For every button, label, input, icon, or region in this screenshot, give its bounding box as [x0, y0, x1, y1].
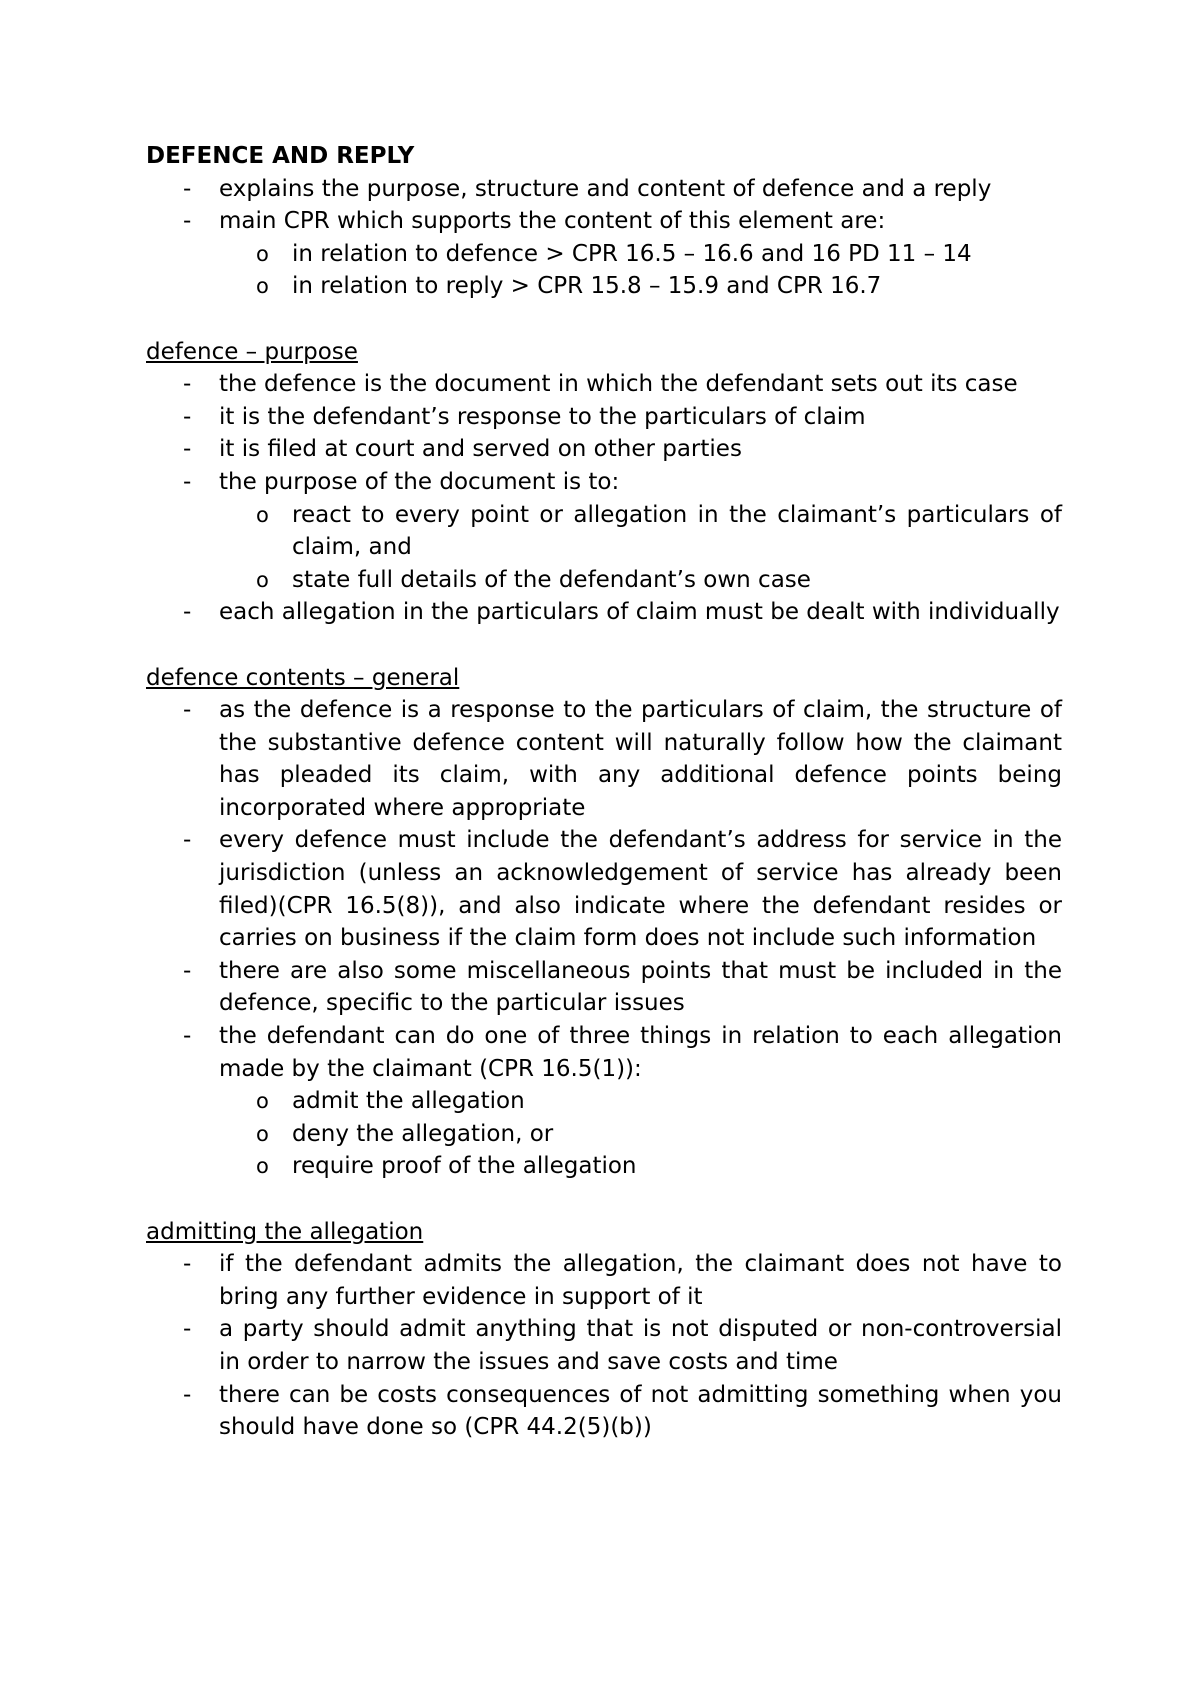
- dash-bullet: -: [183, 1316, 192, 1343]
- dash-bullet: -: [183, 697, 192, 724]
- list-item: - there can be costs consequences of not admitting something when you should have done so (CPR 44.2(5)(b)): [146, 1379, 1062, 1444]
- sub-list-item: o in relation to reply > CPR 15.8 – 15.9 and CPR 16.7: [146, 270, 1062, 303]
- list-item: - it is filed at court and served on other parties: [146, 433, 1062, 466]
- document-page: [146, 140, 1062, 1444]
- sub-list-item: o deny the allegation, or: [146, 1118, 1062, 1151]
- list-item: - the defendant can do one of three things in relation to each allegation made by the claimant (CPR 16.5(1)):: [146, 1020, 1062, 1085]
- sub-list-item: o require proof of the allegation: [146, 1150, 1062, 1183]
- list-item: - main CPR which supports the content of this element are:: [146, 205, 1062, 238]
- dash-bullet: -: [183, 208, 192, 235]
- circle-bullet: o: [256, 241, 269, 266]
- contents-list: [146, 694, 1062, 1183]
- sub-list-item: o admit the allegation: [146, 1085, 1062, 1118]
- circle-bullet: o: [256, 502, 269, 527]
- list-item: - every defence must include the defendant’s address for service in the jurisdiction (unless an acknowledgement of service has already been filed)(CPR 16.5(8)), and also indicate where the defendant resides or carries on business if the claim form does not include such information: [146, 824, 1062, 954]
- list-item: - there are also some miscellaneous points that must be included in the defence, specific to the particular issues: [146, 955, 1062, 1020]
- list-item: - as the defence is a response to the particulars of claim, the structure of the substantive defence content will naturally follow how the claimant has pleaded its claim, with any additional defence points being incorporated where appropriate: [146, 694, 1062, 824]
- dash-bullet: -: [183, 436, 192, 463]
- dash-bullet: -: [183, 957, 192, 984]
- section-heading-purpose: defence – purpose: [146, 338, 358, 365]
- purpose-list: [146, 368, 1062, 629]
- circle-bullet: o: [256, 1154, 269, 1179]
- circle-bullet: o: [256, 567, 269, 592]
- list-item: - the purpose of the document is to:: [146, 466, 1062, 499]
- circle-bullet: o: [256, 1121, 269, 1146]
- section-heading-admitting: admitting the allegation: [146, 1218, 424, 1245]
- list-item: - the defence is the document in which the defendant sets out its case: [146, 368, 1062, 401]
- dash-bullet: -: [183, 599, 192, 626]
- intro-list: [146, 173, 1062, 303]
- list-item: - explains the purpose, structure and content of defence and a reply: [146, 173, 1062, 206]
- dash-bullet: -: [183, 1381, 192, 1408]
- list-item: - a party should admit anything that is not disputed or non-controversial in order to narrow the issues and save costs and time: [146, 1313, 1062, 1378]
- dash-bullet: -: [183, 1251, 192, 1278]
- list-item: - it is the defendant’s response to the particulars of claim: [146, 401, 1062, 434]
- dash-bullet: -: [183, 371, 192, 398]
- document-title: DEFENCE AND REPLY: [146, 143, 415, 169]
- circle-bullet: o: [256, 1089, 269, 1114]
- list-item: - if the defendant admits the allegation, the claimant does not have to bring any further evidence in support of it: [146, 1248, 1062, 1313]
- dash-bullet: -: [183, 175, 192, 202]
- sub-list-item: o state full details of the defendant’s own case: [146, 564, 1062, 597]
- circle-bullet: o: [256, 274, 269, 299]
- dash-bullet: -: [183, 403, 192, 430]
- sub-list-item: o react to every point or allegation in the claimant’s particulars of claim, and: [146, 499, 1062, 564]
- sub-list-item: o in relation to defence > CPR 16.5 – 16.6 and 16 PD 11 – 14: [146, 238, 1062, 271]
- dash-bullet: -: [183, 468, 192, 495]
- admitting-list: [146, 1248, 1062, 1444]
- dash-bullet: -: [183, 1023, 192, 1050]
- list-item: - each allegation in the particulars of claim must be dealt with individually: [146, 596, 1062, 629]
- dash-bullet: -: [183, 827, 192, 854]
- section-heading-contents: defence contents – general: [146, 664, 460, 691]
